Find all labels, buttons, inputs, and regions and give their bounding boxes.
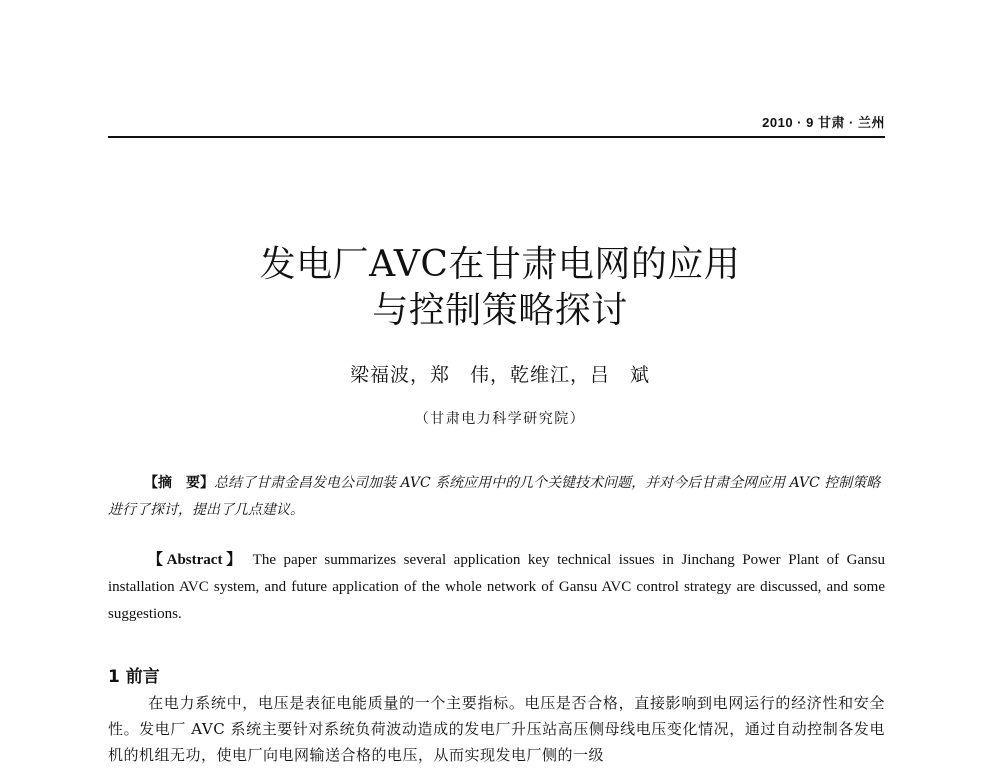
abstract-cn-label: 【摘 要】 — [144, 475, 214, 491]
paragraph-text: 在电力系统中，电压是表征电能质量的一个主要指标。电压是否合格，直接影响到电网运行的经济性和安全性。发电厂 AVC 系统主要针对系统负荷波动造成的发电厂升压站高压侧母线电压变化情况，通过自动控制各发电机的机组无功，使电厂向电网输送合格的电压，从而实现发电厂侧的一级 — [108, 694, 885, 764]
abstract-en-label: 【Abstract】 — [144, 552, 246, 568]
running-header: 2010 · 9 甘肃 · 兰州 — [762, 115, 885, 130]
abstract-english — [108, 547, 885, 628]
paper-title-line-1: 发电厂AVC在甘肃电网的应用 — [259, 244, 741, 285]
abstract-cn-text: 总结了甘肃金昌发电公司加装 AVC 系统应用中的几个关键技术问题，并对今后甘肃全网应用 AVC 控制策略进行了探讨，提出了几点建议。 — [108, 475, 881, 518]
abstract-en-text: The paper summarizes several application key technical issues in Jinchang Power Plant of Gansu installation AVC system, and future application of the whole network of Gansu AVC control strategy are discussed, and some suggestions. — [108, 552, 886, 622]
header-rule — [108, 136, 885, 138]
abstract-chinese — [108, 470, 885, 524]
section-body-paragraph — [108, 690, 885, 768]
authors: 梁福波，郑 伟，乾维江，吕 斌 — [349, 364, 650, 386]
paper-title-line-2: 与控制策略探讨 — [372, 290, 628, 331]
affiliation: （甘肃电力科学研究院） — [414, 411, 586, 427]
section-heading-introduction: 1 前言 — [108, 667, 160, 687]
